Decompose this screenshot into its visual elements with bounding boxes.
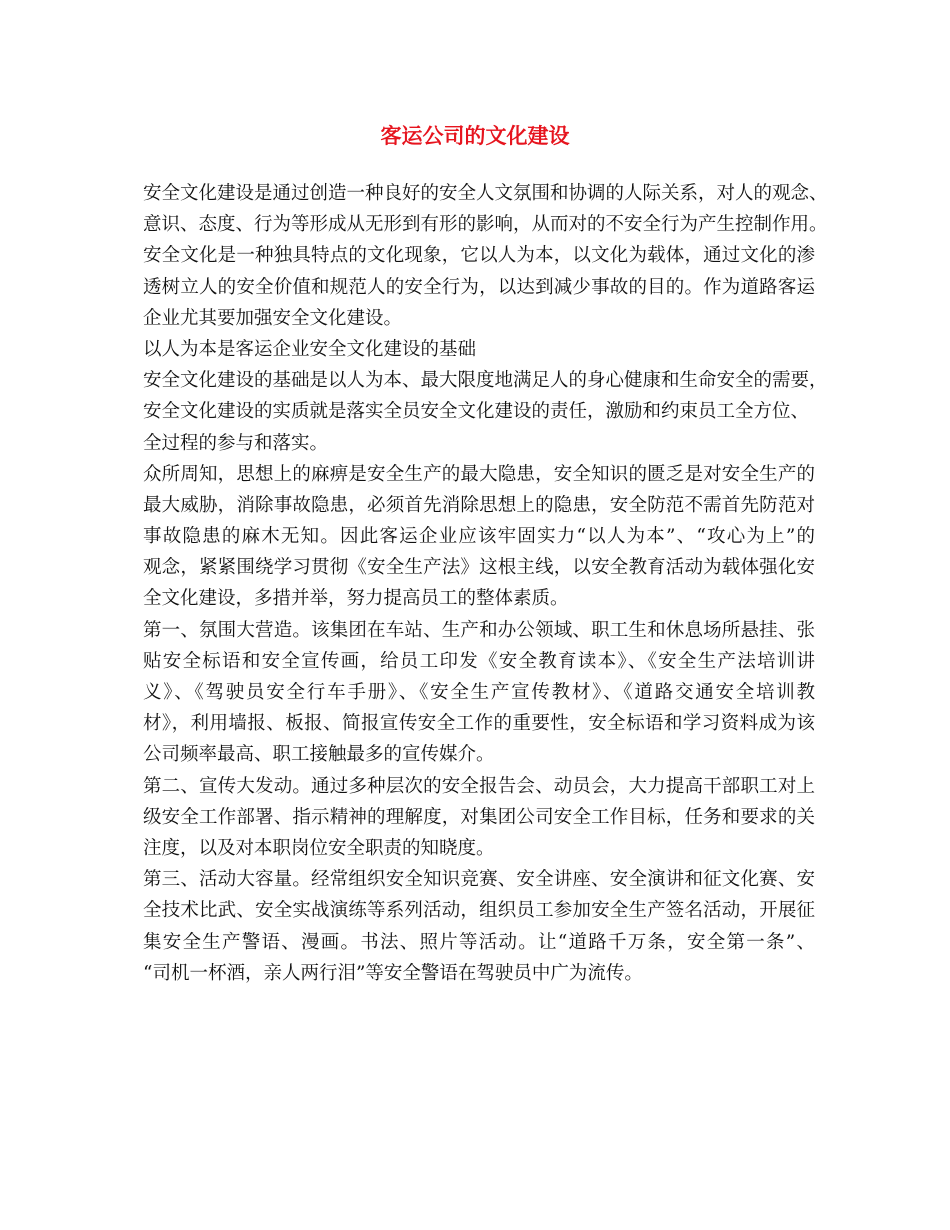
text-line: 注度，以及对本职岗位安全职责的知晓度。	[143, 837, 495, 859]
text-line: 第三、活动大容量。经常组织安全知识竞赛、安全讲座、安全演讲和征文化赛、安	[143, 869, 815, 891]
text-line: 意识、态度、行为等形成从无形到有形的影响，从而对的不安全行为产生控制作用。	[143, 214, 828, 236]
text-line: 企业尤其要加强安全文化建设。	[143, 307, 403, 329]
text-line: 第一、氛围大营造。该集团在车站、生产和办公领域、职工生和休息场所悬挂、张	[143, 619, 815, 641]
text-line: 最大威胁，消除事故隐患，必须首先消除思想上的隐患，安全防范不需首先防范对	[143, 494, 815, 516]
text-line: 安全文化建设的基础是以人为本、最大限度地满足人的身心健康和生命安全的需要，	[143, 370, 828, 392]
text-line: 义》、《驾驶员安全行车手册》、《安全生产宣传教材》、《道路交通安全培训教	[143, 682, 815, 703]
text-line: 透树立人的安全价值和规范人的安全行为，以达到减少事故的目的。作为道路客运	[143, 276, 815, 298]
document-body	[143, 178, 828, 989]
text-line: 全技术比武、安全实战演练等系列活动，组织员工参加安全生产签名活动，开展征	[143, 900, 815, 922]
document-title: 客运公司的文化建设	[380, 124, 570, 148]
text-line: 以人为本是客运企业安全文化建设的基础	[143, 338, 477, 360]
text-line: 众所周知，思想上的麻痹是安全生产的最大隐患，安全知识的匮乏是对安全生产的	[143, 463, 815, 485]
text-line: 安全文化建设是通过创造一种良好的安全人文氛围和协调的人际关系，对人的观念、	[143, 183, 828, 204]
text-line: “司机一杯酒，亲人两行泪”等安全警语在驾驶员中广为流传。	[143, 962, 643, 984]
text-line: 全过程的参与和落实。	[143, 432, 329, 454]
text-line: 观念，紧紧围绕学习贯彻《安全生产法》这根主线，以安全教育活动为载体强化安	[143, 557, 815, 579]
text-line: 安全文化建设的实质就是落实全员安全文化建设的责任，激励和约束员工全方位、	[143, 401, 810, 423]
text-line: 安全文化是一种独具特点的文化现象，它以人为本，以文化为载体，通过文化的渗	[143, 245, 815, 267]
text-line: 集安全生产警语、漫画。书法、照片等活动。让“道路千万条，安全第一条”、	[143, 931, 815, 953]
text-line: 级安全工作部署、指示精神的理解度，对集团公司安全工作目标，任务和要求的关	[143, 806, 815, 828]
text-line: 全文化建设，多措并举，努力提高员工的整体素质。	[143, 588, 569, 610]
text-line: 第二、宣传大发动。通过多种层次的安全报告会、动员会，大力提高干部职工对上	[143, 775, 815, 797]
text-line: 事故隐患的麻木无知。因此客运企业应该牢固实力“以人为本”、“攻心为上”的	[143, 526, 815, 548]
text-line: 公司频率最高、职工接触最多的宣传媒介。	[143, 744, 495, 766]
text-line: 贴安全标语和安全宣传画，给员工印发《安全教育读本》、《安全生产法培训讲	[143, 650, 815, 672]
text-line: 材》，利用墙报、板报、简报宣传安全工作的重要性，安全标语和学习资料成为该	[143, 713, 815, 735]
